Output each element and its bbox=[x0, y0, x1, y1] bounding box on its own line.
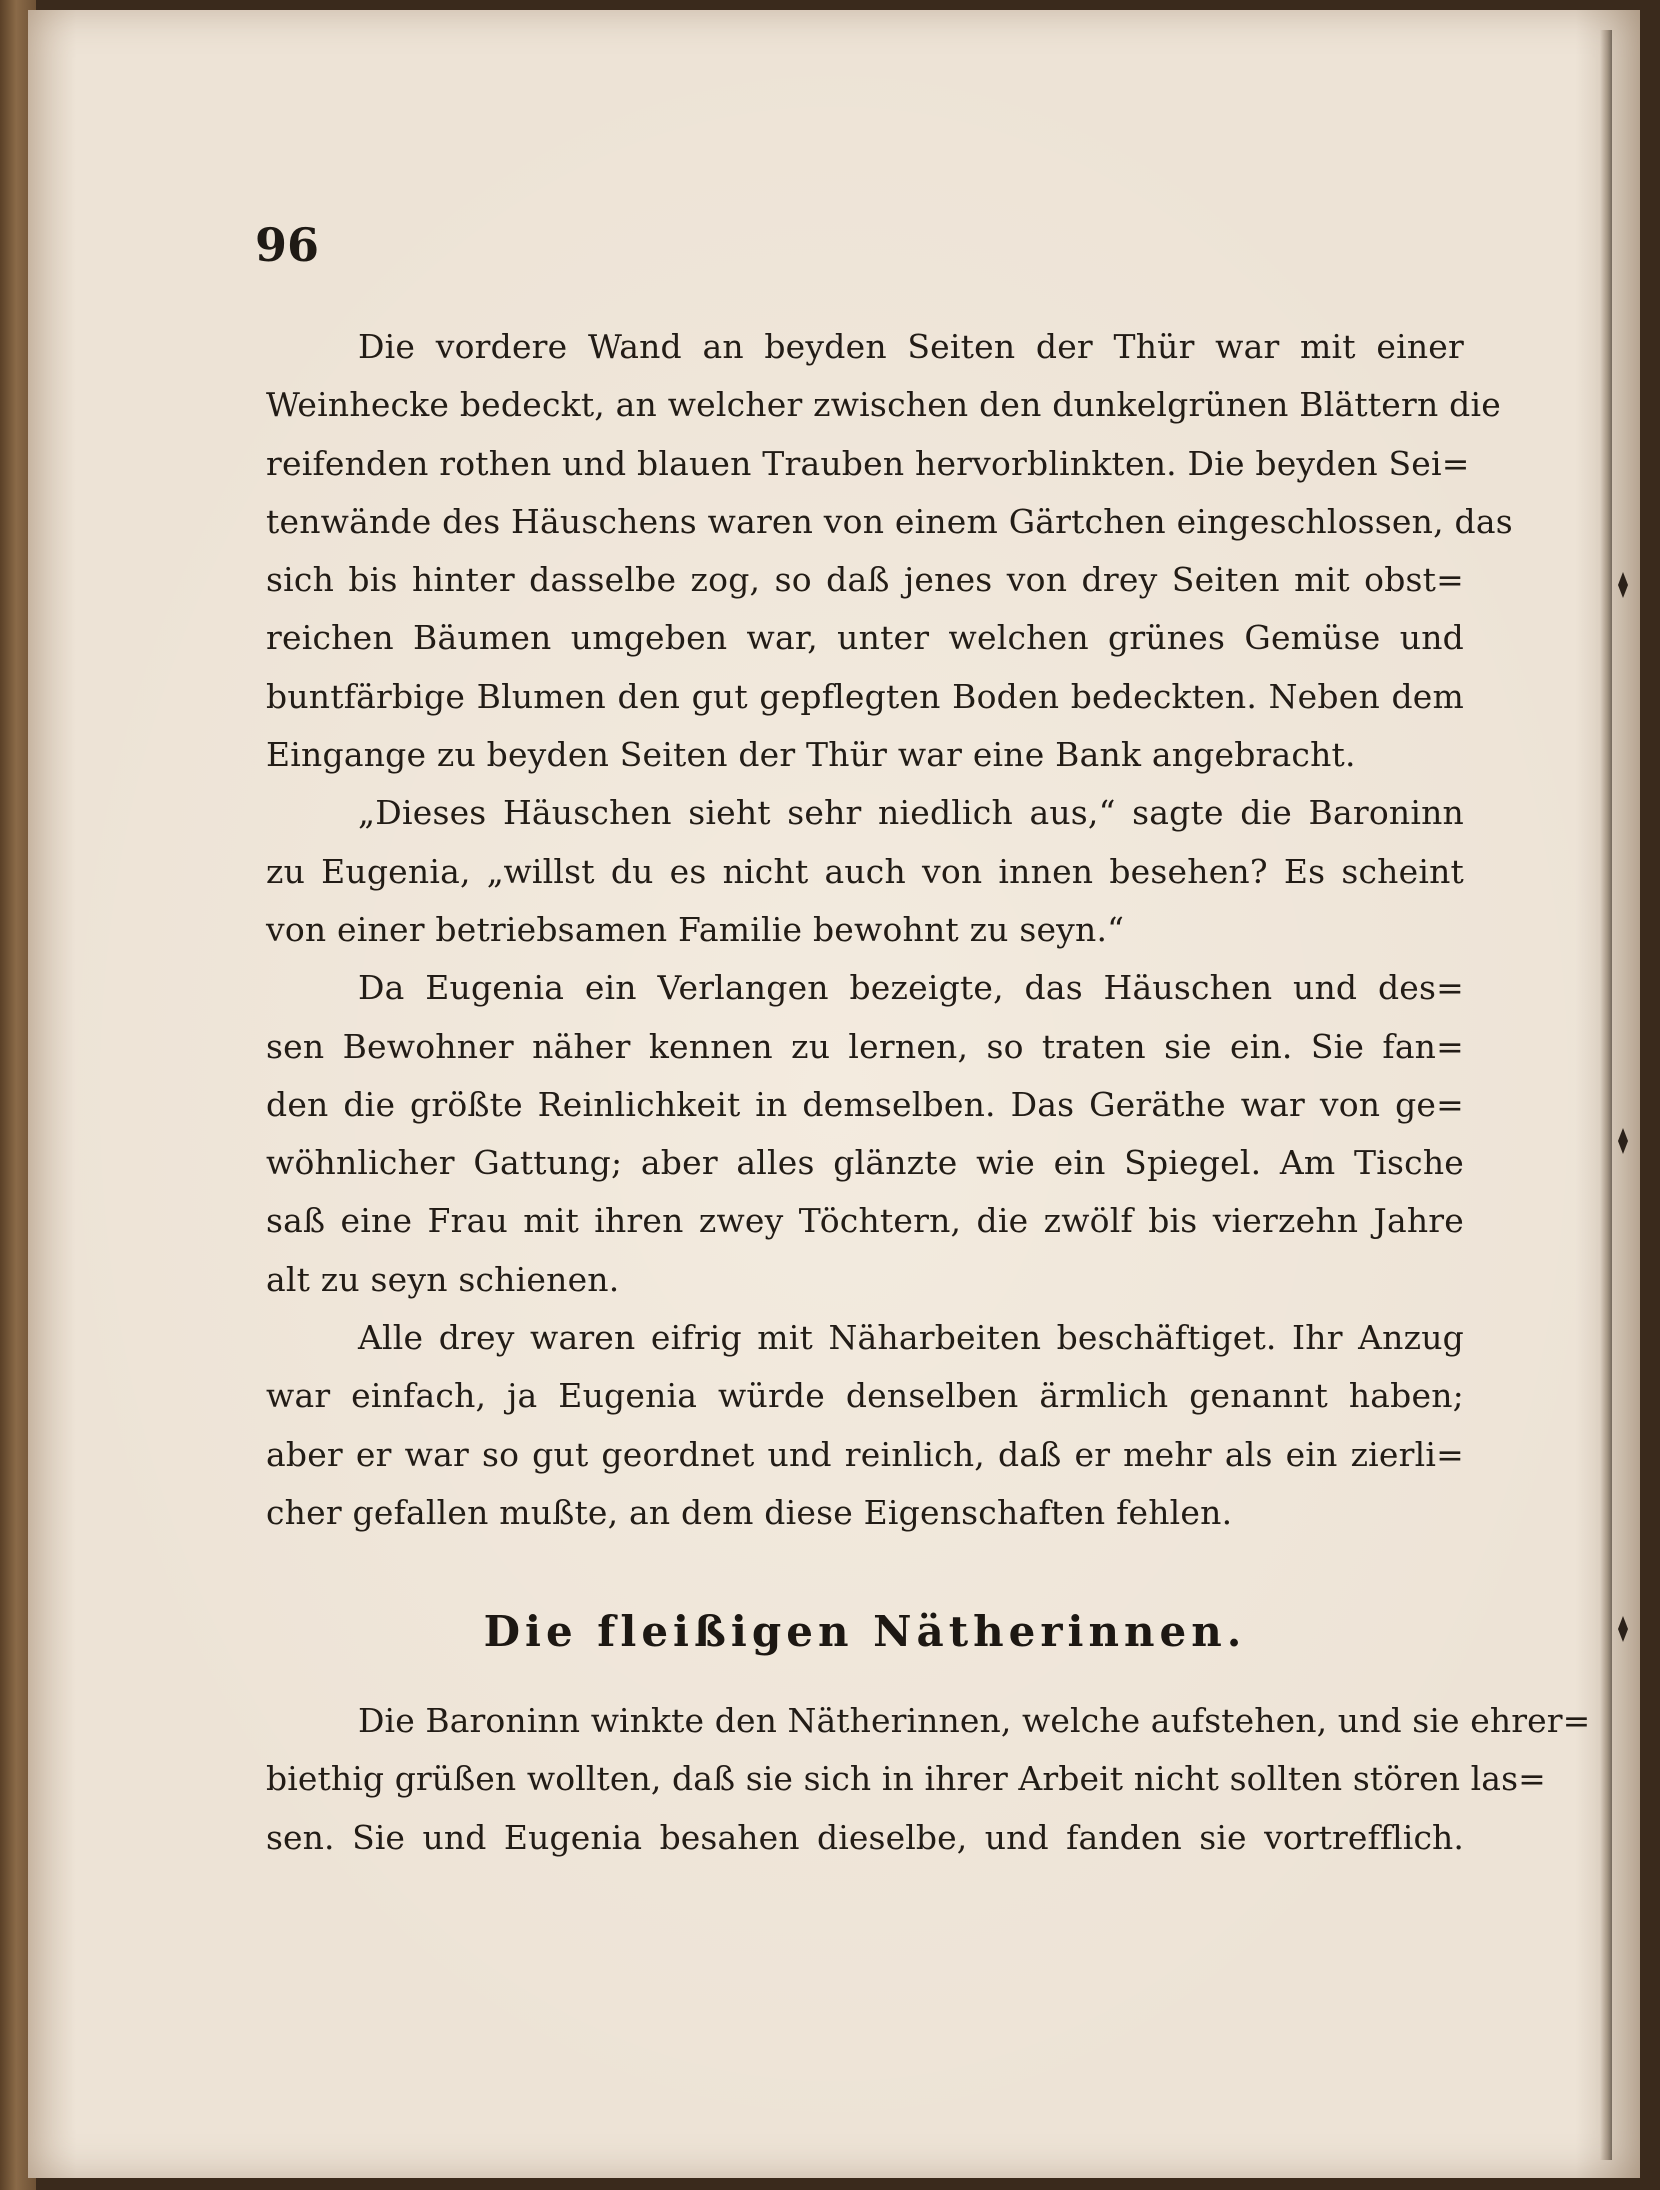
text-line: wöhnlicher Gattung; aber alles glänzte wie ein Spiegel. Am Tische bbox=[266, 1143, 1464, 1183]
text-line: tenwände des Häuschens waren von einem Gärtchen eingeschlossen, das bbox=[266, 501, 1513, 541]
text-line: saß eine Frau mit ihren zwey Töchtern, die zwölf bis vierzehn Jahre bbox=[266, 1201, 1464, 1241]
text-line: Eingange zu beyden Seiten der Thür war eine Bank angebracht. bbox=[266, 735, 1356, 775]
text-line: biethig grüßen wollten, daß sie sich in ihrer Arbeit nicht sollten stören las= bbox=[266, 1759, 1546, 1799]
text-line: „Dieses Häuschen sieht sehr niedlich aus,“ sagte die Baroninn bbox=[358, 793, 1464, 833]
section-heading: Die fleißigen Nätherinnen. bbox=[483, 1607, 1247, 1656]
body-text-section-2 bbox=[266, 1692, 1591, 1867]
text-line: sich bis hinter dasselbe zog, so daß jenes von drey Seiten mit obst= bbox=[266, 560, 1464, 600]
body-text-section-1 bbox=[266, 318, 1513, 1542]
page-number: 96 bbox=[255, 218, 320, 272]
text-line: cher gefallen mußte, an dem diese Eigenschaften fehlen. bbox=[266, 1492, 1233, 1532]
text-line: Die vordere Wand an beyden Seiten der Thür war mit einer bbox=[358, 327, 1464, 366]
text-line: aber er war so gut geordnet und reinlich, daß er mehr als ein zierli= bbox=[266, 1434, 1464, 1474]
text-line: Da Eugenia ein Verlangen bezeigte, das Häuschen und des= bbox=[358, 968, 1464, 1008]
text-line: sen. Sie und Eugenia besahen dieselbe, und fanden sie vortrefflich. bbox=[266, 1817, 1464, 1857]
paragraph-1 bbox=[266, 318, 1513, 784]
paragraph-2 bbox=[266, 784, 1464, 959]
page-gutter-shadow bbox=[1600, 30, 1612, 2160]
text-line: war einfach, ja Eugenia würde denselben ärmlich genannt haben; bbox=[266, 1376, 1464, 1416]
paragraph-4 bbox=[266, 1309, 1464, 1542]
text-line: Alle drey waren eifrig mit Näharbeiten beschäftiget. Ihr Anzug bbox=[358, 1318, 1464, 1358]
text-line: Die Baroninn winkte den Nätherinnen, welche aufstehen, und sie ehrer= bbox=[358, 1701, 1591, 1740]
text-line: von einer betriebsamen Familie bewohnt zu seyn.“ bbox=[266, 909, 1125, 949]
paragraph-3 bbox=[266, 959, 1464, 1309]
text-line: alt zu seyn schienen. bbox=[266, 1259, 620, 1299]
text-line: sen Bewohner näher kennen zu lernen, so traten sie ein. Sie fan= bbox=[266, 1026, 1464, 1066]
text-line: den die größte Reinlichkeit in demselben. Das Geräthe war von ge= bbox=[266, 1084, 1464, 1124]
text-line: reifenden rothen und blauen Trauben hervorblinkten. Die beyden Sei= bbox=[266, 443, 1470, 483]
text-line: buntfärbige Blumen den gut gepflegten Boden bedeckten. Neben dem bbox=[266, 676, 1464, 716]
text-line: zu Eugenia, „willst du es nicht auch von innen besehen? Es scheint bbox=[266, 851, 1464, 891]
text-line: reichen Bäumen umgeben war, unter welchen grünes Gemüse und bbox=[266, 618, 1464, 658]
text-line: Weinhecke bedeckt, an welcher zwischen den dunkelgrünen Blättern die bbox=[266, 385, 1501, 425]
